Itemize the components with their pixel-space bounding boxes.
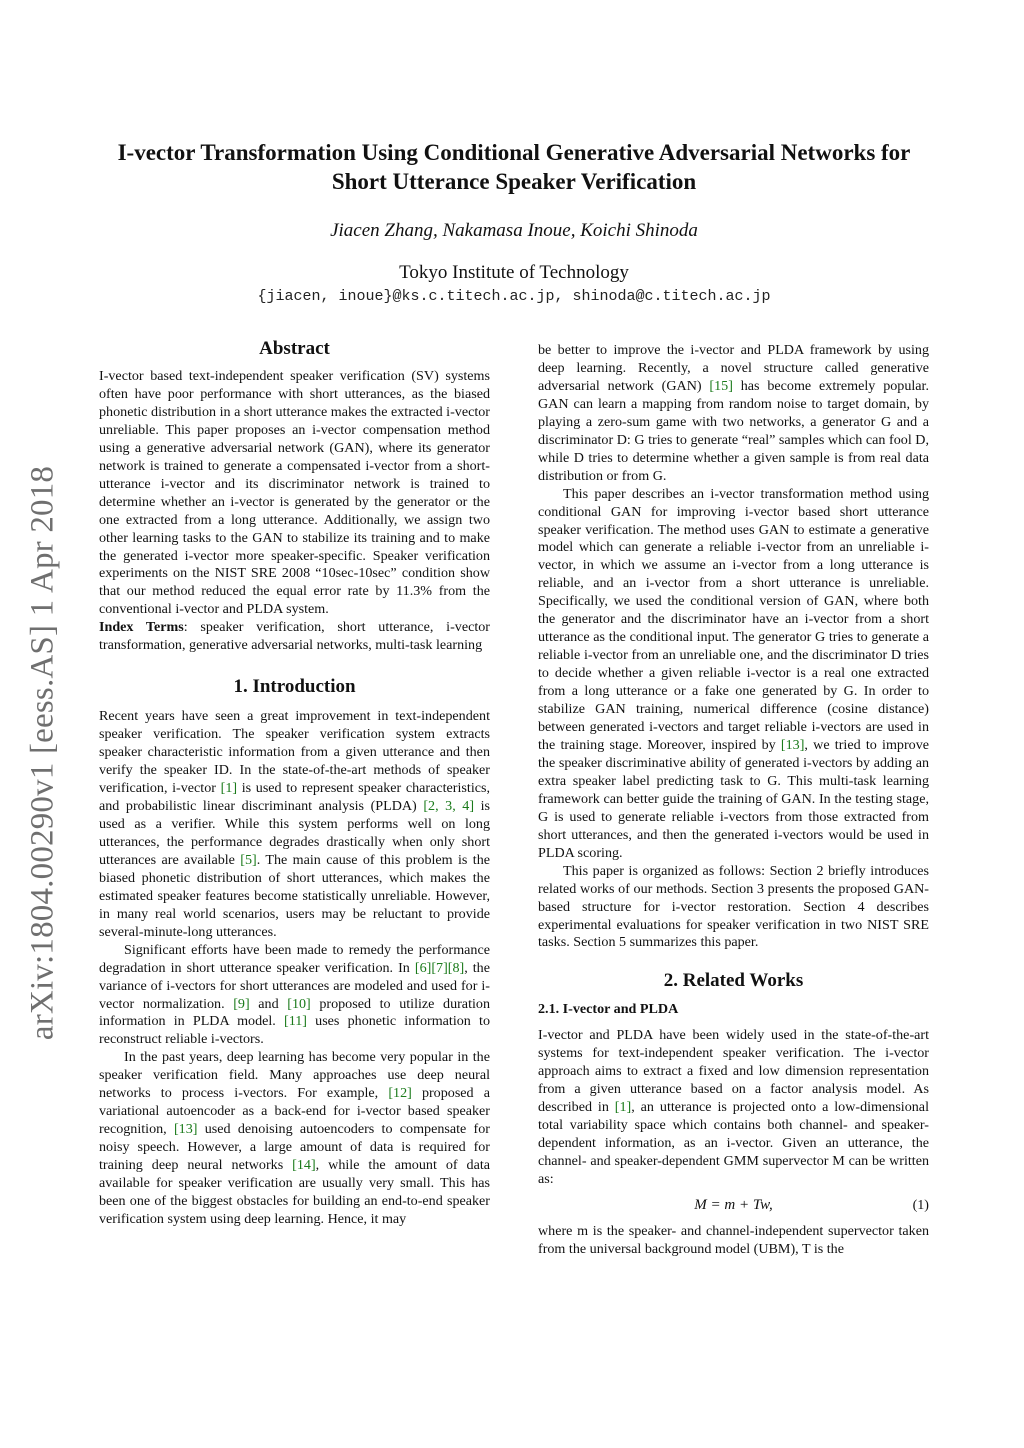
intro-paragraph-1: Recent years have seen a great improvement in text-independent speaker verification. The speaker verification system extracts speaker characteristic information from a given utterance and then verify the speaker ID. In the state-of-the-art methods of speaker verification, i-vector [1] is used to represent speaker characteristics, and probabilistic linear discriminant analysis (PLDA) [2, 3, 4] is used as a verifier. While this system performs well on long utterances, the performance degrades drastically when only short utterances are available [5]. The main cause of this problem is the biased phonetic distribution of short utterances, which makes the estimated speaker features become statistically unreliable. However, in many real world scenarios, users may be reluctant to provide several-minute-long utterances. — [99, 708, 490, 940]
related-works-heading: 2. Related Works — [663, 970, 804, 992]
paper-title: I-vector Transformation Using Conditional Generative Adversarial Networks for Short Utterance Speaker Verification — [117, 140, 911, 194]
left-column — [99, 337, 490, 1229]
introduction-heading: 1. Introduction — [233, 676, 356, 698]
index-terms-text: : speaker verification, short utterance, i-vector transformation, generative adversarial networks, multi-task learning — [99, 619, 490, 654]
intro-paragraph-6: This paper is organized as follows: Section 2 briefly introduces related works of our methods. Section 3 presents the proposed GAN-based structure for i-vector restoration. Section 4 describes experimental evaluations for speaker verification in two NIST SRE tasks. Section 5 summarizes this paper. — [538, 862, 929, 951]
citation-link[interactable]: [9] — [233, 995, 250, 1012]
arxiv-sidebar — [18, 448, 68, 1058]
citation-link[interactable]: [10] — [287, 995, 311, 1012]
arxiv-identifier: arXiv:1804.00290v1 [eess.AS] 1 Apr 2018 — [24, 465, 61, 1041]
citation-link[interactable]: [13] — [173, 1121, 198, 1138]
citation-link[interactable]: [1] — [614, 1099, 632, 1116]
citation-link[interactable]: [11] — [284, 1013, 307, 1030]
intro-paragraph-5: This paper describes an i-vector transformation method using conditional GAN for improving i-vector based short utterance speaker verification. The method uses GAN to estimate a generative model which can generate a reliable i-vector from an unreliable i-vector, in which we assume an i-vector from a long utterance is reliable, and an i-vector from a short utterance is unreliable. Specifically, we used the conditional version of GAN, where both the generator and the discriminator have an i-vector from a short utterance as the conditional input. The generator G tries to generate a reliable i-vector from an unreliable one, and the discriminator D tries to decide whether a given reliable i-vector is a real one extracted from a long utterance or a fake one generated by G. In order to stabilize GAN training, numerical difference (cosine distance) between generated i-vectors and target reliable i-vectors are used in the training stage. Moreover, inspired by [13], we tried to improve the speaker discriminative ability of generated i-vectors by adding an extra speaker label predicting task to G. This multi-task learning framework can better guide the training of GAN. In the testing stage, G is used to generate reliable i-vectors from those extracted from short utterances, and then the generated i-vectors would be used in PLDA scoring. — [538, 485, 929, 861]
right-column — [538, 342, 929, 1259]
citation-link[interactable]: [2, 3, 4] — [423, 798, 475, 815]
author-list: Jiacen Zhang, Nakamasa Inoue, Koichi Shinoda — [330, 220, 698, 241]
index-terms — [99, 619, 490, 655]
intro-paragraph-2: Significant efforts have been made to remedy the performance degradation in short utterance speaker verification. In [6][7][8], the variance of i-vectors for short utterances are modeled and used for i-vector normalization. [9] and [10] proposed to utilize duration information in PLDA model. [11] uses phonetic information to reconstruct reliable i-vectors. — [99, 941, 490, 1048]
intro-paragraph-3: In the past years, deep learning has become very popular in the speaker verification field. Many approaches use deep neural networks to process i-vectors. For example, [12] proposed a variational autoencoder as a back-end for i-vector based speaker recognition, [13] used denoising autoencoders to compensate for noisy speech. However, a large amount of data is required for training deep neural networks [14], while the amount of data available for speaker verification are usually very small. This has been one of the biggest obstacles for building an end-to-end speaker verification system using deep learning. Hence, it may — [99, 1049, 490, 1227]
index-terms-label: Index Terms — [99, 619, 184, 636]
related-paragraph-2: where m is the speaker- and channel-independent supervector taken from the universal background model (UBM), T is the — [538, 1222, 929, 1257]
related-paragraph-1: I-vector and PLDA have been widely used in the state-of-the-art systems for text-independent speaker verification. The i-vector approach aims to extract a fixed and low dimension representation from a given utterance based on a factor analysis model. As described in [1], an utterance is projected onto a low-dimensional total variability space which contains both channel- and speaker-dependent information, as an i-vector. Given an utterance, the channel- and speaker-dependent GMM supervector M can be written as: — [538, 1027, 929, 1188]
citation-link[interactable]: [6][7][8] — [414, 959, 465, 976]
citation-link[interactable]: [15] — [709, 377, 733, 394]
abstract-heading: Abstract — [259, 338, 330, 359]
citation-link[interactable]: [5] — [240, 851, 257, 868]
citation-link[interactable]: [1] — [220, 780, 238, 797]
author-emails: {jiacen, inoue}@ks.c.titech.ac.jp, shinoda@c.titech.ac.jp — [257, 288, 771, 305]
equation-expression: M = m + Tw, — [694, 1196, 773, 1213]
affiliation: Tokyo Institute of Technology — [399, 262, 629, 283]
intro-paragraph-4: be better to improve the i-vector and PLDA framework by using deep learning. Recently, a novel structure called generative adversarial network (GAN) [15] has become extremely popular. GAN can learn a mapping from random noise to target domain, by playing a zero-sum game with two networks, a generator G and a discriminator D: G tries to generate “real” samples which can fool D, while D tries to determine whether a given sample is from real data distribution or from G. — [538, 342, 929, 484]
citation-link[interactable]: [13] — [780, 736, 805, 753]
citation-link[interactable]: [14] — [292, 1157, 316, 1174]
citation-link[interactable]: [12] — [388, 1085, 412, 1102]
equation-1 — [538, 1194, 929, 1220]
abstract-body: I-vector based text-independent speaker verification (SV) systems often have poor performance with short utterances, as the biased phonetic distribution in a short utterance makes the extracted i-vector unreliable. This paper proposes an i-vector compensation method using a generative adversarial network (GAN), where its generator network is trained to generate a compensated i-vector from a short-utterance i-vector and its discriminator network is trained to determine whether an i-vector is generated by the generator or the one extracted from a long utterance. Additionally, we assign two other learning tasks to the GAN to stabilize its training and to make the generated i-vector more speaker-specific. Speaker verification experiments on the NIST SRE 2008 “10sec-10sec” condition show that our method reduced the equal error rate by 11.3% from the conventional i-vector and PLDA system. — [99, 368, 490, 618]
equation-number: (1) — [912, 1196, 929, 1213]
ivector-plda-subheading: 2.1. I-vector and PLDA — [538, 1001, 679, 1018]
